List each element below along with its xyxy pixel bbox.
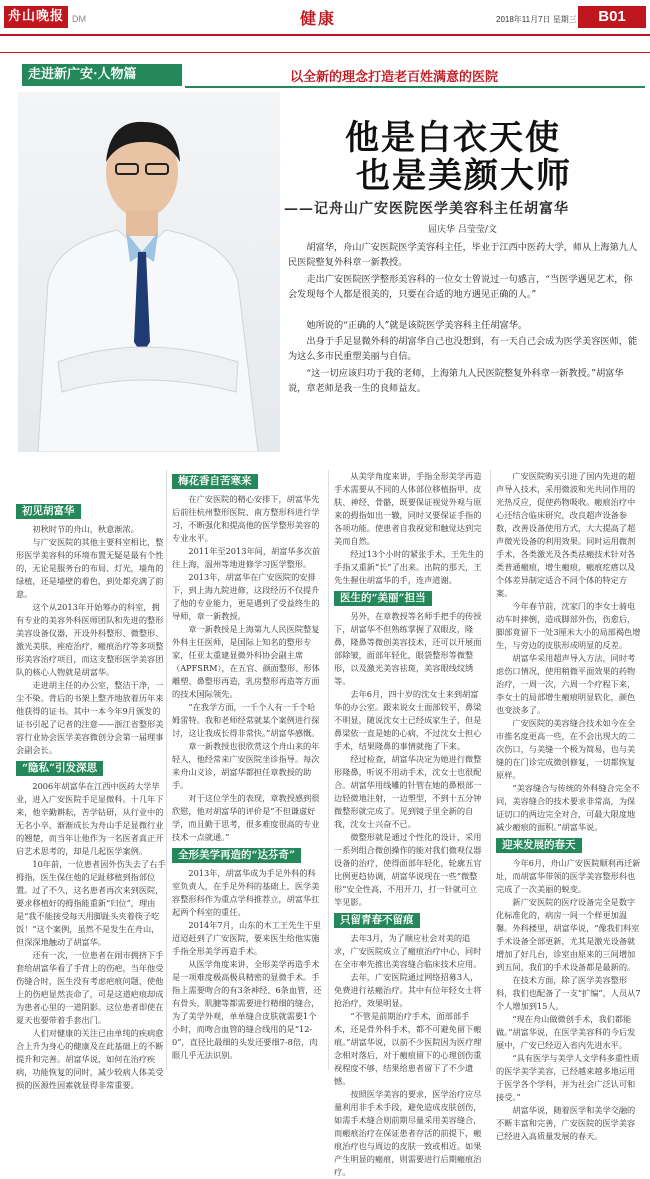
section-heading: 初见胡富华 bbox=[16, 504, 81, 519]
divider bbox=[185, 86, 645, 88]
masthead bbox=[0, 0, 650, 36]
body-paragraph: 2013年，胡富华在广安医院的安排下，到上海九院进修，这段经历不仅提升了他的专业能力，更是遇到了受益终生的导师，章一新教授。 bbox=[172, 572, 320, 621]
body-paragraph: “具有医学与美学人文学科多重性质的医学美学美容，已经越来越多地运用于医学各个学科，并为社会广泛认可和接受。” bbox=[496, 1053, 640, 1102]
body-paragraph: 2006年胡富华在江西中医药大学毕业，进入广安医院手足显微科。十几年下来，他辛勤耕耘，苦学钻研，从行业中的无名小卒，渐渐成长为舟山手足显微行业的翘楚，而当年让他作为一名医者真正开启艺术思考的，却是几起医学案例。 bbox=[16, 781, 164, 856]
body-paragraph: 与广安医院的其他主要科室相比，整形医学美容科的环境布置无疑是最有个性的，无论是服务台的布局、灯光，墙角的绿植，还是墙壁的着色，到处都充满了韵意。 bbox=[16, 537, 164, 599]
doctor-portrait bbox=[18, 92, 280, 452]
column-slogan: 以全新的理念打造老百姓满意的医院 bbox=[290, 70, 499, 85]
doctor-illustration bbox=[18, 92, 280, 452]
body-paragraph: “现在舟山做微创手术，我们都能做。”胡富华说，在医学美容科的今后发展中，广安已经迈入省内先进水平。 bbox=[496, 1014, 636, 1050]
lead-paragraph: 她所说的“正确的人”就是该院医学美容科主任胡富华。 bbox=[306, 320, 528, 331]
body-paragraph: 章一新教授是上海第九人民医院整复外科主任医师，是国际上知名的整形专家，任亚太重建显微外科协会副主席（APFSRM），在五官、颜面整形、形体雕塑、鼻整形再造，乳房整形再造等方面的技术国际领先。 bbox=[172, 624, 320, 699]
body-paragraph: “不管是前期治疗手术，面部部手术，还是骨外科手术，都不可避免留下瘢痕。”胡富华说，以前不少医院因为医疗理念相对落后，对于瘢痕留下的心理创伤重视程度不够，结果给患者留下了不少遗憾。 bbox=[334, 1011, 482, 1086]
section-heading: 迎来发展的春天 bbox=[496, 838, 582, 853]
lead-paragraph: 走出广安医院医学整形美容科的一位女士曾说过一句感言，“当医学遇见艺术，你会发现每个人都是很美的，只要在合适的地方遇见正确的人。” bbox=[288, 274, 633, 300]
body-paragraph: 去年3月，为了顺应社会对美的追求，广安医院成立了瘢痕治疗中心，同时在全市率先推出美容缝合临床技术应用。 bbox=[334, 933, 482, 969]
body-paragraph: 经过13个小时的紧张手术，王先生的手指又重新“长”了出来。出院的那天，王先生握住胡富华的手，连声道谢。 bbox=[334, 549, 484, 585]
page-number: B01 bbox=[578, 6, 646, 28]
body-paragraph: 今年6月，舟山广安医院顺利再迁新址，而胡富华带领的医学美容整形科也完成了一次美丽的蜕变。 bbox=[496, 858, 641, 894]
body-paragraph: 另外，在章教授等名师手把手的传授下，胡富华不但熟练掌握了双眼皮，隆鼻，隆鼻等微创美容技术，还可以开展面部除皱，面部年轻化，眼袋整形等微整形，以及激光美容祛斑，美容眼线纹绣等。 bbox=[334, 611, 482, 686]
column-rule bbox=[490, 470, 491, 1070]
body-paragraph: 从美学角度来讲，手指全形美学再造手术需要从不同的人体部位移植指甲、皮肤、神经、骨骼，既要保证视觉外观与原来的拇指如出一辙，同时又要保证手指的各项功能。使患者自我视觉和触觉达到完美而自然。 bbox=[334, 471, 482, 546]
body-paragraph: 初秋时节的舟山，秋意渐浓。 bbox=[32, 524, 139, 534]
article-column-3 bbox=[334, 470, 484, 1179]
body-paragraph: 2014年7月，山东的木工王先生干里迢迢赶到了广安医院，要来医生给他实施手指全形美学再造手术。 bbox=[172, 920, 321, 956]
column-name: 走进新广安·人物篇 bbox=[22, 64, 182, 86]
body-paragraph: 人们对健康的关注已由单纯的疾病愈合上升为身心的健康及在此基础上的不断提升和完善。胡富华说，如何在治疗疾病，功能恢复的同时，减少较病人体美受损的医源性因素就显得非常重要。 bbox=[16, 1028, 164, 1090]
body-paragraph: 在技术方面，除了医学美容整形科，我们也配备了一支“扩编”，人员从7个人增加到15人。 bbox=[496, 975, 641, 1011]
body-paragraph: 新广安医院的医疗设备完全是数字化标准化的，病房一间一个样更加温馨。外科楼里，胡富华说，“像我们科室手术设备全部更新，尤其是激光设备就增加了好几台，诊室由原来的三间增加到五间，我们的手术设备都是最新的。 bbox=[496, 897, 640, 972]
body-paragraph: 还有一次，一位患者在闹市拥挤下手套给胡富华看了手背上的伤疤，当年他受伤缝合时，医生没有考虑疤痕问题，使他上的伤疤显然丧命了，可是这道疤痕却成为患者心里的一道阴影。这位患者即使在夏天也要带着手套出门。 bbox=[16, 950, 164, 1025]
lead-paragraph: “这一切应该归功于我的老师，上海第九人民医院整复外科章一新教授。”胡富华说，章老师是我一生的良师益友。 bbox=[288, 368, 624, 394]
body-paragraph: 10年前，一位患者因外伤失去了右手拇指，医生保住他的足趾移植到指部位置。过了不久，这名患者再次来到医院，要求移植好的拇指能重新“归位”，理由是“我不能接受每天用脚趾头夹着筷子吃饭！”这个案例，虽然不是发生在舟山，但深深地触动了胡富华。 bbox=[16, 859, 166, 947]
section-heading: 只留青春不留痕 bbox=[334, 913, 420, 928]
headline-line-2: 也是美颜大师 bbox=[356, 156, 572, 196]
body-paragraph: 这个从2013年开始筹办的科室，拥有专业的美容外科医师团队和先进的整形美容设备仪器，开设外科整形、微整形、激光美肤、痤疮治疗，瘢痕治疗等多项整形美容治疗项目，而这支整形医学美容团队的核心人物就是胡富华。 bbox=[16, 602, 164, 677]
issue-date: 2018年11月7日 星期三 bbox=[496, 15, 577, 24]
section-heading: 梅花香自苦寒来 bbox=[172, 474, 258, 489]
section-heading: “隐私”引发深思 bbox=[16, 761, 103, 776]
body-paragraph: 在广安医院的精心安排下，胡富华先后前往杭州整形医院、南方整形科进行学习，不断强化和提高他的医学整形美容的专业水平。 bbox=[172, 494, 320, 543]
body-paragraph: “美容缝合与传统的外科缝合完全不同，美容缝合的技术要求非常高，为保证切口的两边完全对合，可最大限度地减少瘢痕的面积。”胡富华说。 bbox=[496, 783, 640, 832]
body-paragraph: 2011年至2013年间，胡富华多次前往上海，温州等地进修学习医学整形。 bbox=[172, 546, 321, 569]
lead-paragraph: 出身于手足显微外科的胡富华自己也没想到，有一天自己会成为医学美容医师，能为这么多市民重塑美丽与自信。 bbox=[288, 336, 638, 362]
column-rule bbox=[166, 470, 167, 1070]
body-paragraph: 从医学角度来讲，全形美学再造手术是一项难度极高极具精密的显微手术。手指上需要吻合的有3条神经、6条血管，还有骨头，肌腱等都需要进行精细的缝合，为了美学外观，单单缝合皮肤就需要1个小时，而吻合血管的缝合线用的是“12-0”，直径比最细的头发还要细7-8倍，肉眼几乎无法识别。 bbox=[172, 959, 322, 1060]
article-column-2 bbox=[172, 470, 322, 1062]
section-heading: 全形美学再造的“达芬奇” bbox=[172, 848, 301, 863]
byline: 屈庆华 吕莹莹/文 bbox=[428, 225, 497, 235]
body-paragraph: 广安医院购买引进了国内先进的超声导入技术，采用微波和光共同作用的光热反应，促使药物吸收。瘢痕治疗中心还结合临床研究，改良超声设备参数，改善设备使用方式，大大提高了超声微光设备的利用效果。同时运用微剂手术，各类激光及各类祛瘢技术针对各类普通瘢痕，增生瘢痕，瘢痕疙瘩以及个体差异制定适合不同个体的特定方案。 bbox=[496, 471, 636, 598]
edition-tag: DM bbox=[72, 14, 86, 24]
body-paragraph: “在我学方面，一千个人有一千个哈姆雷特。我和老师经常就某个案例进行探讨，这让我成长得非常快。”胡富华感慨。 bbox=[172, 702, 320, 738]
body-paragraph: 胡富华采用超声导入方法，同时考虑伤口情况，使用稍微平面效果的药物治疗，一周一次，六周一个疗程下来，李女士的局部增生瘢痕明显软化，颜色也变淡多了。 bbox=[496, 653, 636, 715]
section-heading: 医生的“美丽”担当 bbox=[334, 591, 432, 606]
section-title: 健康 bbox=[300, 9, 337, 28]
newspaper-logo: 舟山晚报 bbox=[4, 6, 68, 28]
body-paragraph: 按照医学美容的要求，医学治疗应尽量利用非手术手段，避免造成皮肤创伤，如需手术缝合则前期尽量采用美容缝合，而瘢痕治疗在保证患者存活的前提下，瘢痕治疗也与周边的皮肤一致或相近。如果产生明显的瘢痕，则需要进行后期瘢痕治疗。 bbox=[334, 1089, 482, 1177]
column-rule bbox=[328, 470, 329, 1070]
body-paragraph: 2013年，胡富华成为手足外科的科室负责人，在手足外科的基础上，医学美容整形科作为重点学科推荐立，胡富华扛起两个科室的重任。 bbox=[172, 868, 320, 917]
body-paragraph: 胡富华说，随着医学和美学交融的不断丰富和完善，广安医院的医学美容已经进入高质量发展的春天。 bbox=[496, 1105, 636, 1141]
body-paragraph: 广安医院的美容缝合技术如今在全市推名度更高一些，在不会出现大的二次伤口，与美缝一个极为简易，也与美缝的在门诊完成微创修复，一切都恢复原样。 bbox=[496, 718, 636, 780]
body-paragraph: 微整形就是通过个性化的设计，采用一系列组合微创操作的能对我们微观仪器设备的治疗，使得面部年轻化，轮廓五官比例更趋协调，胡富华说现在一些“微整形”安全性高，不用开刀，打一针就可立竿见影。 bbox=[334, 832, 482, 907]
divider bbox=[0, 52, 650, 53]
body-paragraph: 经过检查，胡富华决定为她进行微整形隆鼻，听说不用动手术，沈女士也很配合。胡富华用线雕的针管在她的鼻根部一边轻微地注射，一边塑型，不到十五分钟微整形就完成了。见到镜子里全新的自我，沈女士兴奋不已。 bbox=[334, 754, 482, 829]
body-paragraph: 去年，广安医院通过网络招募3人，免费进行祛瘢治疗。其中有位年轻女士将抢治疗，效果明显。 bbox=[334, 972, 482, 1008]
article-column-4 bbox=[496, 470, 642, 1143]
body-paragraph: 去年6月，四十岁的沈女士来到胡富华的办公室。跟来说女士面部较平，鼻梁不明显，随说沈女士已经成家生子，但是鼻梁依一直是她的心病，不过沈女士担心手术，结果隆鼻的事情就拖了下来。 bbox=[334, 689, 482, 751]
lead-paragraph: 胡富华，舟山广安医院医学美容科主任，毕业于江西中医药大学，师从上海第九人民医院整复外科章一新教授。 bbox=[288, 242, 638, 268]
article-column-1 bbox=[16, 500, 166, 1092]
body-paragraph: 对于这位学生的表现，章教授感到很欣慰，他对胡富华的评价是“不但谦虚好学，而且勤于思考，很多难度很高的专业技术一点就通。” bbox=[172, 793, 320, 842]
body-paragraph: 今年春节前，沈家门的李女士骑电动车时摔倒，造成脚部外伤，伤愈后，脚部竟留下一处3厘米大小的局部褐色增生，与旁边的皮肤形成明显的反差。 bbox=[496, 601, 641, 650]
body-paragraph: 走进胡主任的办公室，整洁干净，一尘不染。背后的书架上整齐地放着历年来他获得的证书。其中一本今年9月颁发的证书引起了记者的注意——浙江省整形美容行业协会医学美容微创分会第一届理事会副会长。 bbox=[16, 680, 164, 755]
body-paragraph: 章一新教授也很欣赏这个舟山来的年轻人，他经常来广安医院坐诊指导。每次来舟山义诊，胡富华都担任章教授的助手。 bbox=[172, 741, 320, 790]
headline-subtitle: ——记舟山广安医院医学美容科主任胡富华 bbox=[284, 201, 569, 217]
headline-line-1: 他是白衣天使 bbox=[345, 118, 561, 158]
